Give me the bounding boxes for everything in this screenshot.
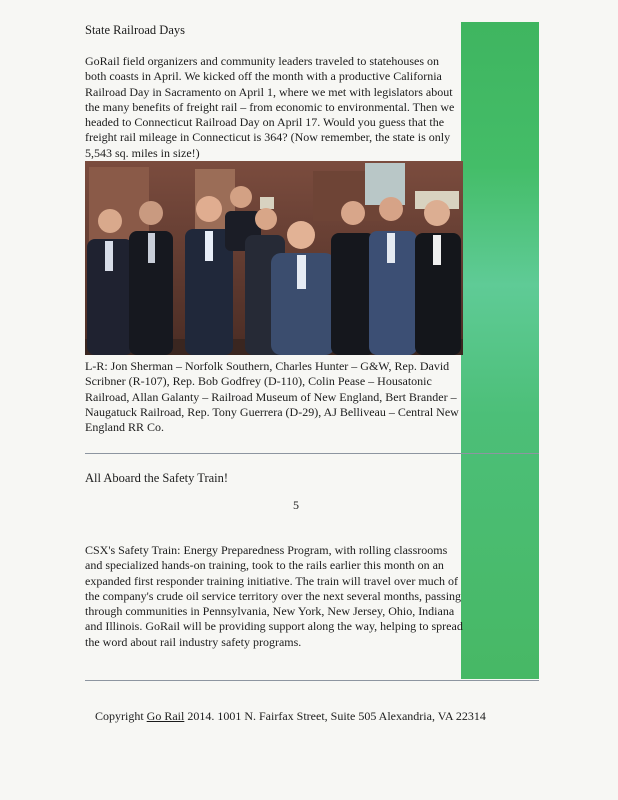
section-divider-top: [85, 453, 539, 454]
group-photo-illustration: [85, 161, 463, 355]
copyright-address: 2014. 1001 N. Fairfax Street, Suite 505 Alexandria, VA 22314: [187, 709, 486, 723]
copyright-prefix: Copyright: [95, 709, 144, 723]
railroad-days-paragraph: GoRail field organizers and community leaders traveled to statehouses on both coasts in April. We kicked off the month with a productive California Railroad Day in Sacramento on April 1, where we met with legislators about the many benefits of freight rail – from economic to environmental. Then we headed to Connecticut Railroad Day on April 17. Would you guess that the freight rail mileage in Connecticut is 364? (Now remember, the state is only 5,543 sq. miles in size!): [85, 54, 455, 160]
page-number: 5: [293, 498, 299, 512]
safety-train-paragraph: CSX's Safety Train: Energy Preparedness Program, with rolling classrooms and specialized hands-on training, took to the rails earlier this month on an expanded first responder training initiative. The train will travel over much of the company's crude oil service territory over the next several months, passing through communities in Pennsylvania, New York, New Jersey, Ohio, Indiana and Illinois. GoRail will be providing support along the way, helping to spread the word about rail industry safety programs.: [85, 543, 463, 649]
photo-caption: L-R: Jon Sherman – Norfolk Southern, Charles Hunter – G&W, Rep. David Scribner (R-107), Rep. Bob Godfrey (D-110), Colin Pease – Housatonic Railroad, Allan Galanty – Railroad Museum of New England, Bert Brander – Naugatuck Railroad, Rep. Tony Guerrera (D-29), AJ Belliveau – Central New England RR Co.: [85, 359, 459, 435]
copyright-footer: [95, 709, 486, 724]
green-sidebar-bar: [461, 22, 539, 679]
section-divider-bottom: [85, 680, 539, 681]
section-title-railroad-days: State Railroad Days: [85, 23, 185, 37]
group-photo: [85, 161, 463, 355]
section-title-safety-train: All Aboard the Safety Train!: [85, 471, 229, 485]
gorail-link[interactable]: Go Rail: [146, 709, 185, 723]
